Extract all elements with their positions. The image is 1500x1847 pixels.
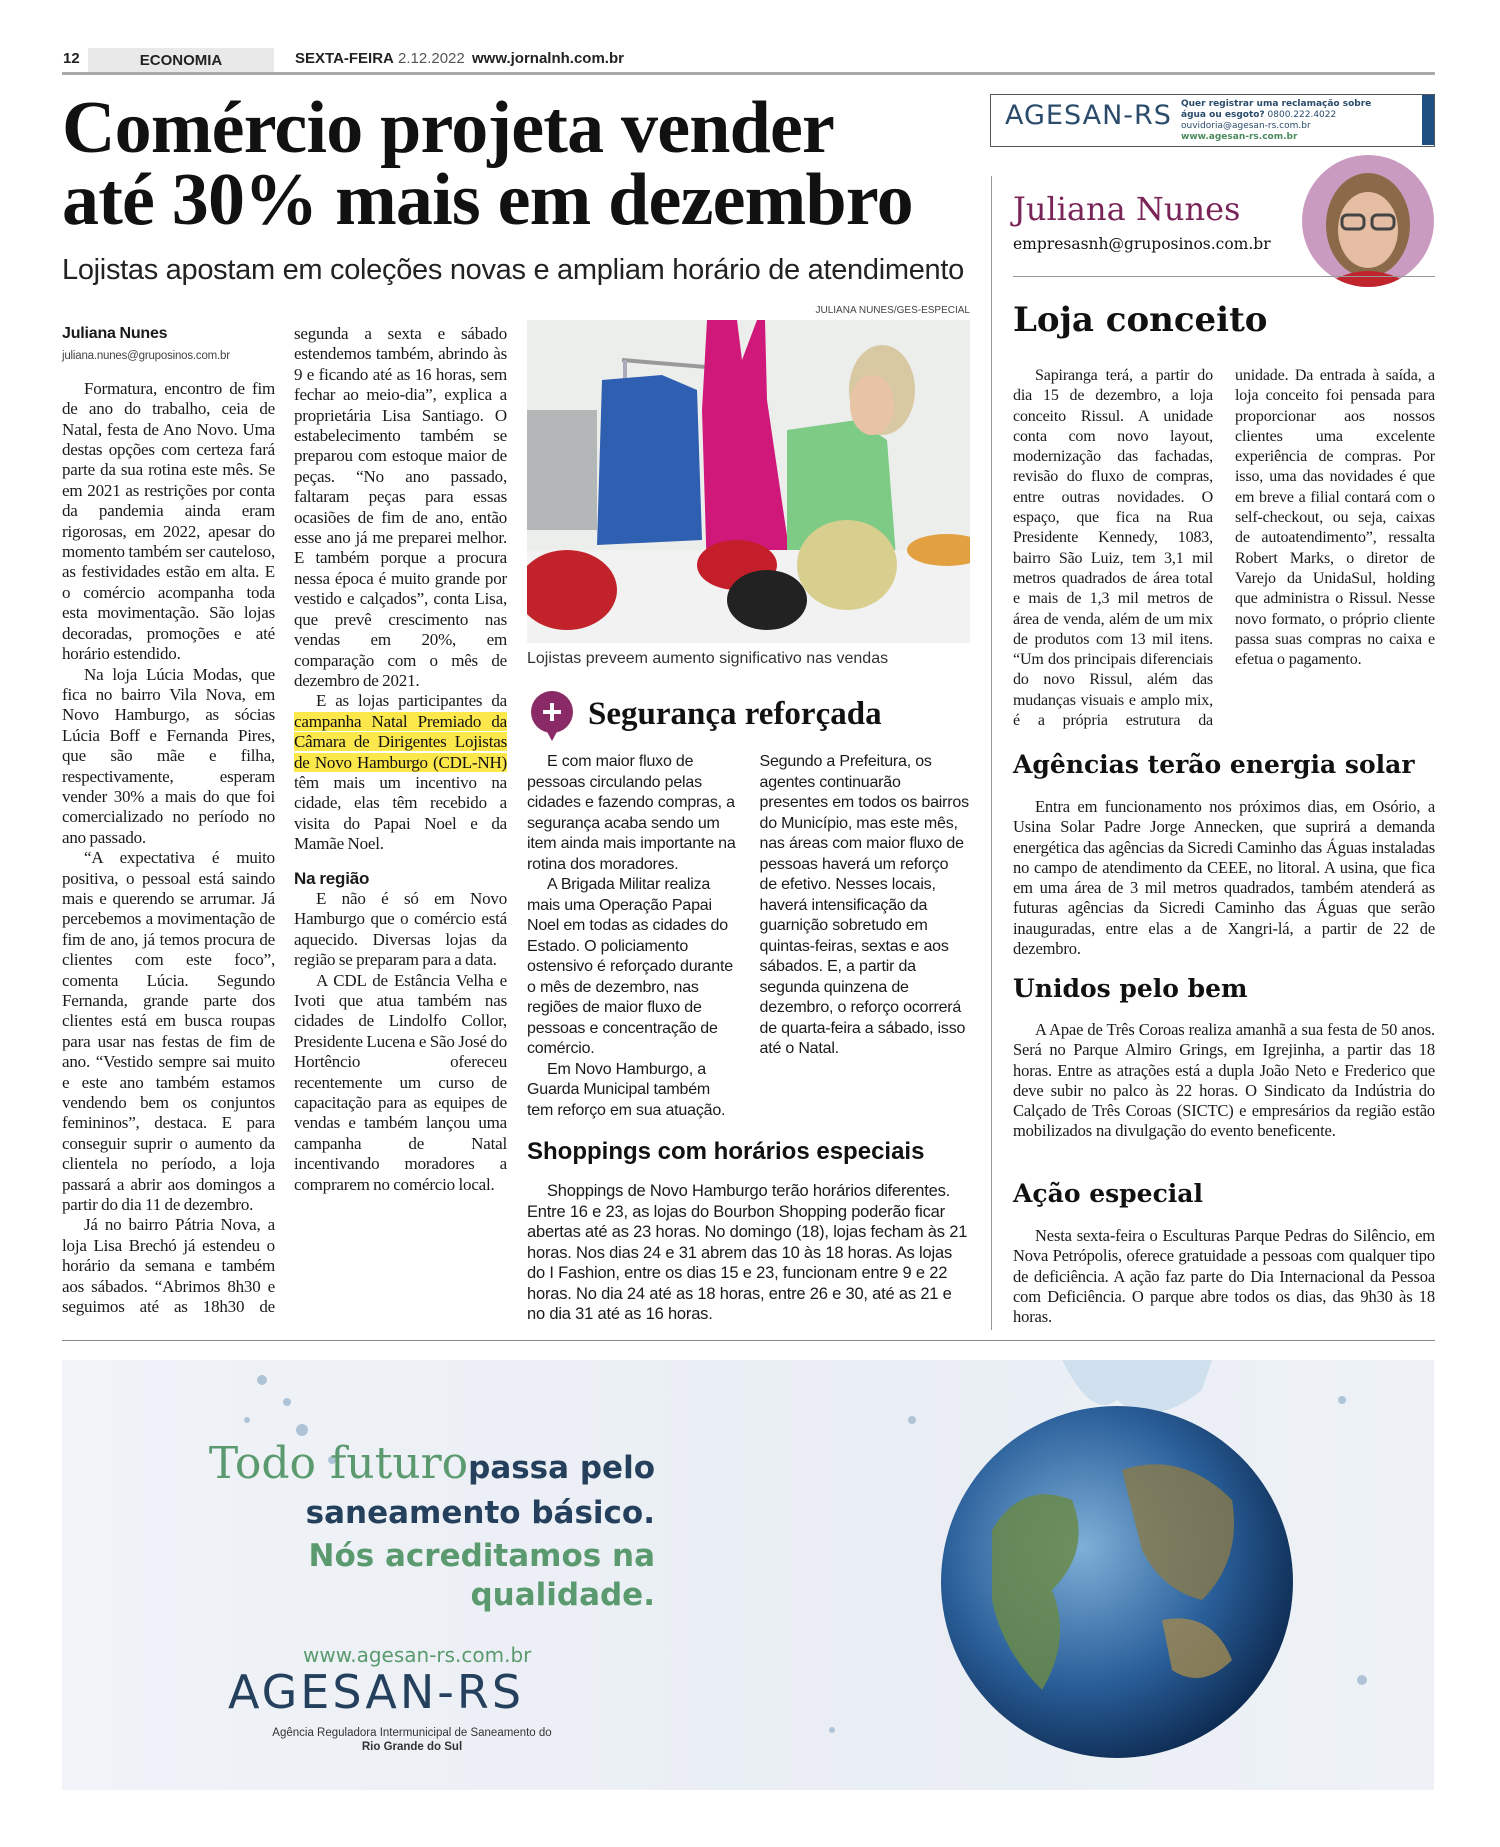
paragraph: E com maior fluxo de pessoas circulando pelas cidades e fazendo compras, a segurança acaba sendo um item ainda mais importante na rotina dos moradores. (527, 753, 736, 873)
paragraph: Formatura, encontro de fim de ano do trabalho, ceia de Natal, festa de Ano Novo. Uma destas opções com certeza fará parte da sua rotina este mês. Se em 2021 as restrições por conta da pandemia ainda eram rigorosas, em 2022, apesar do momento também ser cauteloso, as festividades estão em alta. E o comércio acompanha toda esta movimentação. São lojas decoradas, promoções e até horário estendido. (62, 378, 275, 664)
ad-email: ouvidoria@agesan-rs.com.br (1181, 121, 1311, 131)
logo-subtitle-2: Rio Grande do Sul (361, 1741, 463, 1753)
ad-site: www.agesan-rs.com.br (1181, 132, 1298, 142)
date: 2.12.2022 (398, 50, 465, 67)
ad-line2: saneamento básico. (305, 1495, 655, 1531)
page-number: 12 (63, 50, 80, 67)
ad-line3: Nós acreditamos na (308, 1538, 655, 1574)
site-link[interactable]: www.jornalnh.com.br (472, 50, 624, 67)
bottom-rule (62, 1340, 1435, 1341)
top-ad-banner[interactable] (990, 94, 1435, 147)
paragraph: E não é só em Novo Hamburgo que o comércio está aquecido. Diversas lojas da região se preparam para a data. (294, 888, 507, 970)
ad-phone: 0800.222.4022 (1267, 110, 1337, 120)
section-text: Nesta sexta-feira o Esculturas Parque Pedras do Silêncio, em Nova Petrópolis, oferece gratuidade a pessoas com qualquer tipo de deficiência. A ação faz parte do Dia Internacional da Pessoa com Deficiência. O parque abre todos os dias, das 9h30 às 18 horas. (1013, 1226, 1435, 1327)
shoppings-title: Shoppings com horários especiais (527, 1138, 925, 1165)
headline-line-2: até 30% mais em dezembro (62, 159, 913, 241)
ad-headline (62, 1438, 655, 1489)
section-title: Unidos pelo bem (1013, 974, 1248, 1003)
paragraph: Na loja Lúcia Modas, que fica no bairro Vila Nova, em Novo Hamburgo, as sócias Lúcia Boff e Fernanda Pires, que são mãe e filha, respectivamente, esperam vender 30% a mais do que foi comercializado no período no ano passado. (62, 664, 275, 847)
section-text: A Apae de Três Coroas realiza amanhã a sua festa de 50 anos. Será no Parque Almiro Grings, em Igrejinha, a partir das 18 horas. Entre as atrações está a dupla João Neto e Frederico que deve subir no palco às 22 horas. O Sindicato da Indústria do Calçado de Três Coroas (SICTC) e empresários da região estão mobilizados na divulgação do evento beneficente. (1013, 1020, 1435, 1141)
article-body (62, 324, 507, 1334)
columnist-email[interactable]: empresasnh@gruposinos.com.br (1013, 235, 1271, 253)
agesan-logo: AGESAN-RS (228, 1665, 525, 1719)
text: têm mais um incentivo na cidade, elas têm recebido a visita do Papai Noel e da Mamãe Noel. (294, 772, 507, 854)
text: Sapiranga terá, a partir do dia 15 de dezembro, a loja conceito Rissul. A unidade conta com novo layout, modernização das fachadas, revisão do fluxo de compras, entre outras novidades. O espaço, que fica na Rua Presidente Kennedy, 1083, bairro São Luiz, tem 3,1 mil metros quadrados de área total e mais de 1,3 mil metros de área de venda, além de um mix de produtos com 13 mil itens. “Um dos principais diferenciais do novo Rissul, além das mudanças visuais e amplo mix, é a própria estrutura da unidade. Da entrada à saída, a loja conceito foi pensada para proporcionar aos nossos clientes uma excelente experiência de compras. Por isso, uma das novidades é que em breve a filial contará com o self-checkout, ou seja, caixas de autoatendimento”, ressalta Robert Marks, o diretor de Varejo da UnidaSul, holding que administra o Rissul. Nesse novo formato, o próprio cliente passa suas compras no caixa e efetua o pagamento. (1013, 367, 1435, 730)
section-title: Ação especial (1013, 1179, 1203, 1208)
paragraph: A CDL de Estância Velha e Ivoti que atua também nas cidades de Lindolfo Collor, Presidente Lucena e São José do Hortêncio ofereceu recentemente um curso de capacitação para as equipes de vendas e também lançou uma campanha de Natal incentivando moradores a comprarem no comércio local. (294, 970, 507, 1194)
author-email[interactable]: juliana.nunes@gruposinos.com.br (62, 350, 230, 363)
agesan-ad[interactable] (62, 1360, 1434, 1790)
columnist-name: Juliana Nunes (1013, 190, 1241, 228)
ad-line1-script: Todo futuro (208, 1438, 469, 1489)
agesan-logo: AGESAN-RS (1005, 100, 1172, 131)
header-rule (62, 72, 1435, 75)
subtitle: Lojistas apostam em coleções novas e ampliam horário de atendimento (62, 254, 964, 286)
headline (62, 87, 992, 241)
columnist-avatar (1302, 155, 1434, 287)
paragraph-highlight (294, 691, 507, 854)
weekday: SEXTA-FEIRA (295, 50, 394, 67)
headline-line-1: Comércio projeta vender (62, 87, 835, 169)
paragraph: “A expectativa é muito positiva, o pessoal está saindo mais e querendo se arrumar. Já percebemos a movimentação de fim de ano, já temos procura de clientes com este foco”, comenta Lúcia. Segundo Fernanda, grande parte dos clientes está em busca roupas para usar nas festas de fim de ano. “Vestido sempre sai muito e este ano também estamos vendendo bem os conjuntos femininos”, destaca. E para conseguir suprir o aumento da clientela no período, a loja passará a abrir aos domingos a partir do dia 11 de dezembro. (62, 848, 275, 1215)
subheading: Na região (294, 868, 370, 888)
paragraph: Já no bairro Pátria Nova, a loja Lisa Brechó já estendeu o horário da semana e também aos sábados. “Abrimos 8h30 e seguimos até as 18h30 de segunda a sexta e sábado estendemos também, abrindo às 9 e ficando até as 16 horas, sem fechar ao meio-dia”, explica a proprietária Lisa Santiago. O estabelecimento também se preparou com estoque maior de peças. “No ano passado, faltaram peças para essas ocasiões de fim de ano, então esse ano já me preparei melhor. E também porque a procura nessa época é muito grande por vestido e calçados”, conta Lisa, que prevê crescimento nas vendas em 20%, em comparação com o mês de dezembro de 2021. (62, 324, 507, 1317)
section-title: Loja conceito (1013, 300, 1268, 340)
ad-line4: qualidade. (470, 1577, 655, 1613)
ad-site-link[interactable]: www.agesan-rs.com.br (303, 1643, 532, 1667)
ad-line1: Quer registrar uma reclamação sobre (1181, 99, 1372, 109)
paragraph: Em Novo Hamburgo, a Guarda Municipal também tem reforço em sua atuação. Segundo a Prefeitura, os agentes continuarão presentes em todos os bairros do Município, mas este mês, nas áreas com maior fluxo de pessoas haverá um reforço de efetivo. Nesses locais, haverá intensificação da guarnição sobretudo em quintas-feiras, sextas e aos sábados. E, a partir da segunda quinzena de dezembro, o reforço ocorrerá de quarta-feira a sábado, isso até o Natal. (527, 753, 969, 1119)
security-body (527, 752, 970, 1128)
security-title: Segurança reforçada (588, 696, 882, 732)
author: Juliana Nunes (62, 325, 168, 342)
photo-credit: JULIANA NUNES/GES-ESPECIAL (815, 305, 970, 316)
section-text: Entra em funcionamento nos próximos dias, em Osório, a Usina Solar Padre Jorge Annecken, que suprirá a demanda energética das agências da Sicredi Caminho das Águas instaladas no campo de atendimento da CEEE, no litoral. A usina, que fica em uma área de 3 mil metros quadrados, também atenderá as futuras agências da Sicredi Caminho das Águas que serão inauguradas, entre elas a de Xangri-lá, a partir de 22 de dezembro. (1013, 797, 1435, 959)
ad-line1-rest: passa pelo (468, 1450, 655, 1486)
column-rule (1013, 276, 1435, 277)
plus-pin-icon (530, 690, 574, 742)
highlighted-text: campanha Natal Premiado da Câmara de Dirigentes Lojistas de Novo Hamburgo (CDL-NH) (294, 711, 507, 772)
column-divider (991, 176, 992, 1330)
photo-caption: Lojistas preveem aumento significativo nas vendas (527, 650, 889, 667)
ad-accent-bar (1422, 95, 1434, 145)
shoppings-text: Shoppings de Novo Hamburgo terão horários diferentes. Entre 16 e 23, as lojas do Bourbon Shopping poderão ficar abertas até as 23 horas. No domingo (18), lojas fecham às 21 horas. Nos dias 24 e 31 abrem das 10 às 18 horas. As lojas do I Fashion, entre os dias 15 e 23, funcionam entre 9 e 22 horas. No dia 24 até as 18 horas, entre 26 e 30, até as 21 e no dia 31 até as 16 horas. (527, 1182, 968, 1323)
ad-line2: água ou esgoto? (1181, 110, 1265, 120)
logo-subtitle-1: Agência Reguladora Intermunicipal de Saneamento do (272, 1727, 552, 1739)
paragraph: A Brigada Militar realiza mais uma Operação Papai Noel em todas as cidades do Estado. O policiamento ostensivo é reforçado durante o mês de dezembro, nas regiões de maior fluxo de pessoas e concentração de comércio. (527, 876, 733, 1057)
text: E as lojas participantes da (316, 691, 507, 711)
section-title: Agências terão energia solar (1013, 750, 1415, 779)
section-text (1013, 366, 1435, 746)
section-label: ECONOMIA (88, 48, 274, 73)
article-photo (527, 320, 970, 643)
